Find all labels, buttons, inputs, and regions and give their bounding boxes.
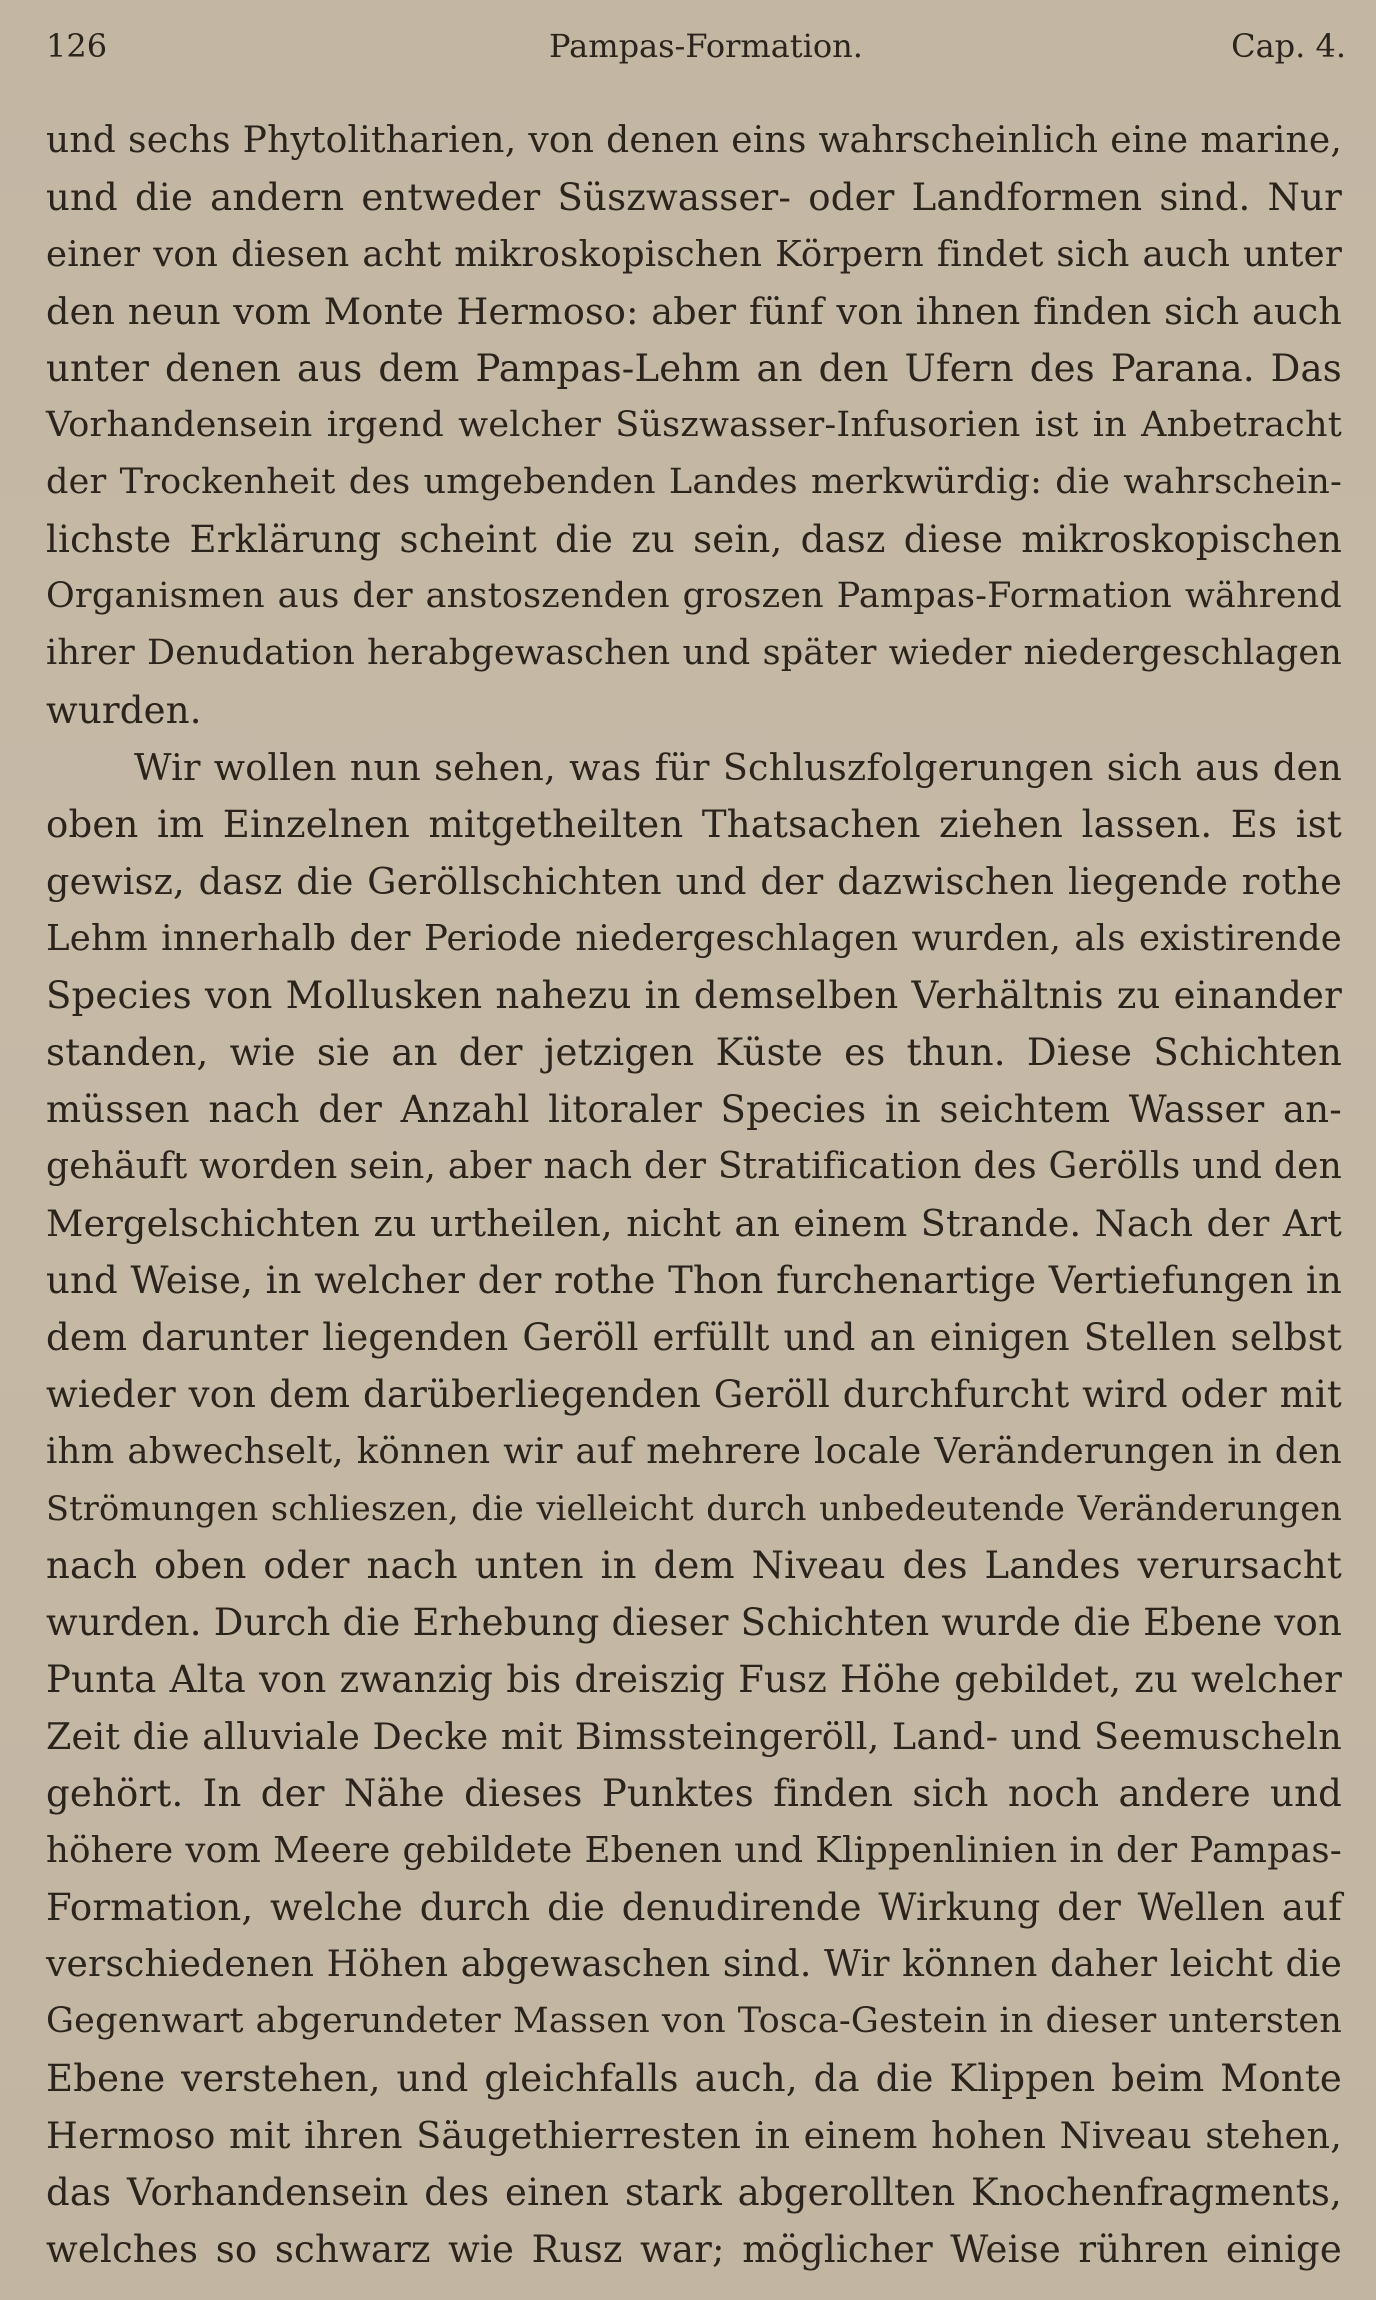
text-line: gewisz, dasz die Geröllschichten und der dazwischen liegende rothe: [46, 860, 1342, 903]
text-line: Zeit die alluviale Decke mit Bimssteingeröll, Land- und Seemuscheln: [46, 1715, 1342, 1758]
text-line: oben im Einzelnen mitgetheilten Thatsachen ziehen lassen. Es ist: [46, 803, 1342, 846]
page-number: 126: [46, 27, 108, 65]
text-line: lichste Erklärung scheint die zu sein, dasz diese mikroskopischen: [46, 518, 1342, 561]
text-line: unter denen aus dem Pampas-Lehm an den Ufern des Parana. Das: [46, 347, 1342, 390]
text-line: müssen nach der Anzahl litoraler Species in seichtem Wasser an-: [46, 1088, 1342, 1131]
text-line: ihrer Denudation herabgewaschen und später wieder niedergeschlagen: [46, 633, 1342, 673]
body-text: [46, 112, 1342, 2278]
paragraph-2: [46, 739, 1342, 2278]
text-line: verschiedenen Höhen abgewaschen sind. Wir können daher leicht die: [46, 1944, 1342, 1985]
text-line: standen, wie sie an der jetzigen Küste es thun. Diese Schichten: [46, 1031, 1342, 1074]
text-line: dem darunter liegenden Geröll erfüllt und an einigen Stellen selbst: [46, 1316, 1342, 1359]
text-line: und die andern entweder Süszwasser- oder Landformen sind. Nur: [46, 176, 1342, 219]
text-line: welches so schwarz wie Rusz war; möglicher Weise rühren einige: [46, 2228, 1342, 2271]
text-line: wurden.: [46, 689, 202, 732]
text-line: Species von Mollusken nahezu in demselben Verhältnis zu einander: [46, 974, 1342, 1017]
paragraph-1: [46, 112, 1342, 739]
text-line: Mergelschichten zu urtheilen, nicht an einem Strande. Nach der Art: [46, 1202, 1342, 1245]
text-line: Organismen aus der anstoszenden groszen Pampas-Formation während: [46, 576, 1342, 616]
text-line: nach oben oder nach unten in dem Niveau des Landes verursacht: [46, 1544, 1342, 1587]
text-line: wieder von dem darüberliegenden Geröll durchfurcht wird oder mit: [46, 1373, 1342, 1416]
text-line: ihm abwechselt, können wir auf mehrere locale Veränderungen in den: [46, 1431, 1342, 1472]
text-line: den neun vom Monte Hermoso: aber fünf von ihnen finden sich auch: [46, 290, 1342, 333]
chapter-label: Cap. 4.: [1231, 27, 1346, 65]
text-line: einer von diesen acht mikroskopischen Körpern findet sich auch unter: [46, 234, 1342, 275]
text-line: wurden. Durch die Erhebung dieser Schichten wurde die Ebene von: [46, 1601, 1342, 1644]
running-title: Pampas-Formation.: [549, 27, 863, 65]
text-line: Lehm innerhalb der Periode niedergeschlagen wurden, als existirende: [46, 918, 1342, 959]
text-line: Gegenwart abgerundeter Massen von Tosca-Gestein in dieser untersten: [46, 2001, 1342, 2041]
text-line: und Weise, in welcher der rothe Thon furchenartige Vertiefungen in: [46, 1259, 1342, 1302]
text-line: höhere vom Meere gebildete Ebenen und Klippenlinien in der Pampas-: [46, 1830, 1342, 1871]
text-line: Wir wollen nun sehen, was für Schluszfolgerungen sich aus den: [134, 746, 1342, 789]
text-line: Hermoso mit ihren Säugethierresten in einem hohen Niveau stehen,: [46, 2114, 1342, 2157]
text-line: Vorhandensein irgend welcher Süszwasser-Infusorien ist in Anbetracht: [46, 405, 1342, 445]
text-line: Punta Alta von zwanzig bis dreiszig Fusz Höhe gebildet, zu welcher: [46, 1658, 1342, 1701]
text-line: Formation, welche durch die denudirende Wirkung der Wellen auf: [46, 1886, 1342, 1929]
text-line: gehäuft worden sein, aber nach der Stratification des Gerölls und den: [46, 1146, 1342, 1187]
text-line: Ebene verstehen, und gleichfalls auch, da die Klippen beim Monte: [46, 2057, 1342, 2100]
text-line: gehört. In der Nähe dieses Punktes finden sich noch andere und: [46, 1772, 1342, 1815]
text-line: das Vorhandensein des einen stark abgerollten Knochenfragments,: [46, 2171, 1342, 2214]
text-line: Strömungen schlieszen, die vielleicht durch unbedeutende Veränderungen: [46, 1489, 1342, 1528]
text-line: der Trockenheit des umgebenden Landes merkwürdig: die wahrschein-: [46, 462, 1342, 502]
running-head: [46, 22, 1346, 70]
text-line: und sechs Phytolitharien, von denen eins wahrscheinlich eine marine,: [46, 120, 1342, 161]
